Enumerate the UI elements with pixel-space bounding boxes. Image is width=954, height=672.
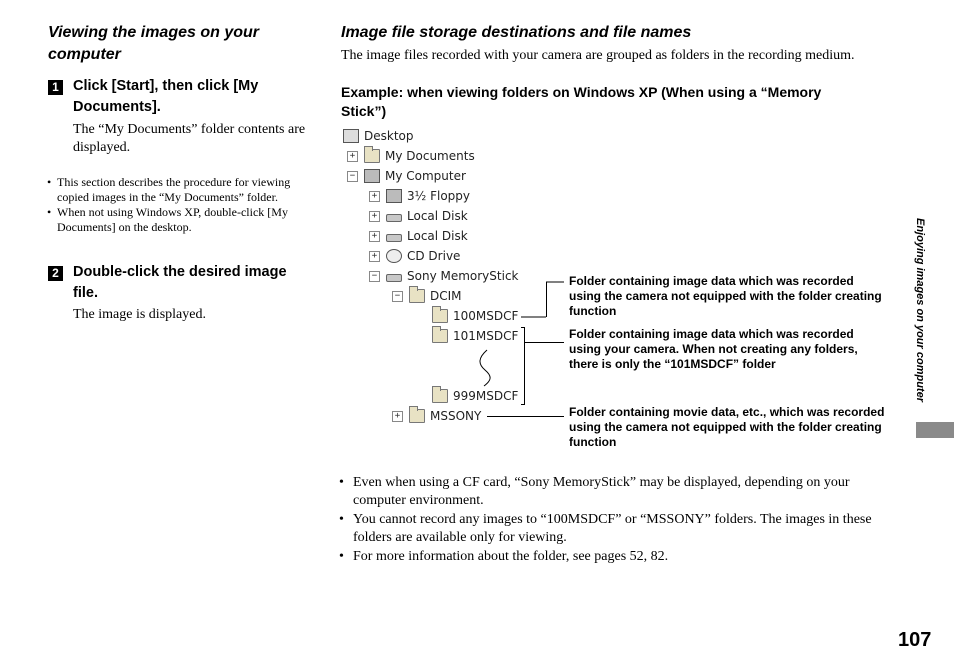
tree-label: DCIM	[430, 289, 462, 303]
tree-label: 999MSDCF	[453, 389, 519, 403]
tree-label: MSSONY	[430, 409, 482, 423]
tree-label: Local Disk	[407, 209, 468, 223]
step-1-title: Click [Start], then click [My Documents].	[73, 78, 259, 115]
example-caption: Example: when viewing folders on Windows XP (When using a “Memory Stick”)	[341, 84, 822, 119]
step-2-description: The image is displayed.	[73, 307, 206, 322]
page-number: 107	[898, 629, 932, 651]
bullet-list	[339, 474, 884, 567]
tree-label: Desktop	[364, 129, 414, 143]
step-2-title: Double-click the desired image file.	[73, 264, 287, 301]
tree-label: Sony MemoryStick	[407, 269, 519, 283]
tree-label: 100MSDCF	[453, 309, 519, 323]
collapse-icon[interactable]: −	[369, 271, 380, 282]
expand-icon[interactable]: +	[369, 191, 380, 202]
tree-label: 3½ Floppy	[407, 189, 470, 203]
callout-mssony: Folder containing movie data, etc., which was recorded using the camera not equipped with the folder creating function	[569, 405, 885, 449]
tree-label: My Computer	[385, 169, 466, 183]
step-1-description: The “My Documents” folder contents are displayed.	[73, 122, 306, 155]
tree-label: Local Disk	[407, 229, 468, 243]
bullet-item: • Even when using a CF card, “Sony MemoryStick” may be displayed, depending on your computer environment.	[339, 474, 884, 510]
expand-icon[interactable]: +	[392, 411, 403, 422]
right-heading: Image file storage destinations and file names	[341, 24, 692, 41]
tree-label: CD Drive	[407, 249, 461, 263]
expand-icon[interactable]: +	[369, 211, 380, 222]
expand-icon[interactable]: +	[369, 251, 380, 262]
bullet-item: • For more information about the folder, see pages 52, 82.	[339, 548, 884, 566]
section-side-label: Enjoying images on your computer	[914, 218, 926, 402]
step-1-number: 1	[48, 80, 63, 95]
bullet-item: • You cannot record any images to “100MSDCF” or “MSSONY” folders. The images in these folders are available only for viewing.	[339, 511, 884, 547]
tree-label: 101MSDCF	[453, 329, 519, 343]
callout-101msdcf: Folder containing image data which was recorded using your camera. When not creating any folders, there is only the “101MSDCF” folder	[569, 327, 858, 371]
note-item: • When not using Windows XP, double-click [My Documents] on the desktop.	[47, 205, 312, 235]
step-2-number: 2	[48, 266, 63, 281]
callout-100msdcf: Folder containing image data which was recorded using the camera not equipped with the folder creating function	[569, 274, 882, 318]
left-heading: Viewing the images on your computer	[48, 24, 259, 63]
intro-text: The image files recorded with your camera are grouped as folders in the recording medium.	[341, 48, 855, 63]
note-item: • This section describes the procedure for viewing copied images in the “My Documents” folder.	[47, 175, 312, 205]
collapse-icon[interactable]: −	[347, 171, 358, 182]
collapse-icon[interactable]: −	[392, 291, 403, 302]
expand-icon[interactable]: +	[369, 231, 380, 242]
section-tab-marker	[916, 422, 954, 438]
tree-label: My Documents	[385, 149, 475, 163]
expand-icon[interactable]: +	[347, 151, 358, 162]
